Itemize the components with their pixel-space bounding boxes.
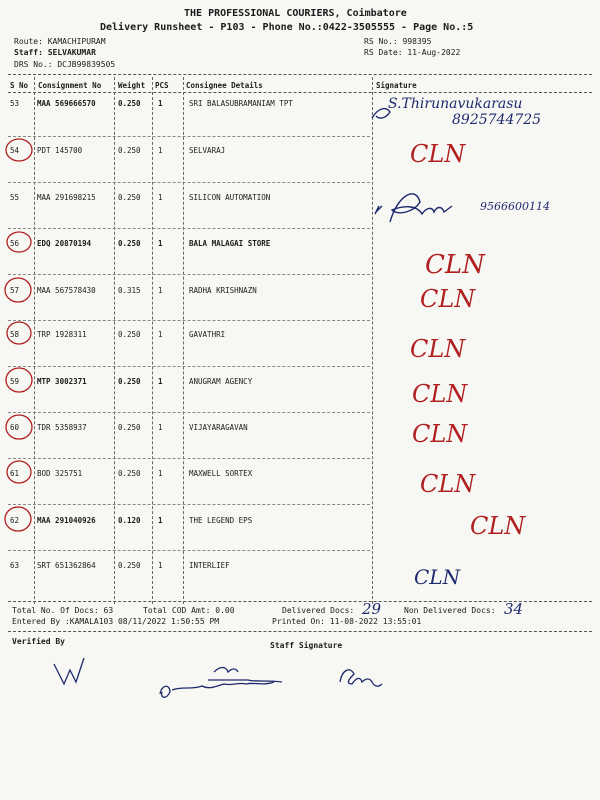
row-pcs: 1 <box>158 377 163 386</box>
row-sno: 55 <box>10 193 20 202</box>
verified-by-label: Verified By <box>12 637 65 646</box>
row-consignment: MAA 291698215 <box>37 193 96 202</box>
row-weight: 0.250 <box>118 99 141 108</box>
row-consignee: BALA MALAGAI STORE <box>189 239 271 248</box>
col-header-consignment: Consignment No <box>38 81 102 90</box>
row-sno: 57 <box>10 286 20 295</box>
circle-mark <box>7 232 31 252</box>
row-pcs: 1 <box>158 516 163 525</box>
row-consignment: MAA 569666570 <box>37 99 96 108</box>
row-sno: 62 <box>10 516 20 525</box>
row-consignee: SILICON AUTOMATION <box>189 193 271 202</box>
rs-no-label: RS No.: 998395 <box>364 37 432 46</box>
handwritten-cln: CLN <box>420 285 476 313</box>
row-consignment: MTP 3002371 <box>37 377 87 386</box>
row-weight: 0.315 <box>118 286 141 295</box>
row-sno: 61 <box>10 469 20 478</box>
handwritten-cln: CLN <box>410 335 466 363</box>
staff-signature <box>160 682 274 697</box>
row-consignment: PDT 145700 <box>37 146 83 155</box>
row-consignment: SRT 651362864 <box>37 561 96 570</box>
row-consignee: RADHA KRISHNAZN <box>189 286 257 295</box>
col-header-weight: Weight <box>118 81 146 90</box>
row-pcs: 1 <box>158 286 163 295</box>
row-consignment: TRP 1928311 <box>37 330 87 339</box>
row-weight: 0.250 <box>118 561 141 570</box>
circle-mark <box>6 368 32 392</box>
row-sno: 56 <box>10 239 20 248</box>
row-consignee: GAVATHRI <box>189 330 226 339</box>
row-consignee: SELVARAJ <box>189 146 226 155</box>
handwritten-cln: CLN <box>470 512 526 540</box>
circle-mark <box>5 507 31 531</box>
row-weight: 0.250 <box>118 469 141 478</box>
handwritten-cln: CLN <box>412 420 468 448</box>
handwritten-cln: CLN <box>420 470 476 498</box>
row-consignee: VIJAYARAGAVAN <box>189 423 248 432</box>
staff-label: Staff: SELVAKUMAR <box>14 48 96 57</box>
row-weight: 0.250 <box>118 146 141 155</box>
row-pcs: 1 <box>158 193 163 202</box>
row-pcs: 1 <box>158 146 163 155</box>
row-pcs: 1 <box>158 330 163 339</box>
row-consignment: EDQ 20870194 <box>37 239 92 248</box>
circle-mark <box>7 322 31 344</box>
col-header-consignee: Consignee Details <box>186 81 263 90</box>
circle-mark <box>6 139 32 161</box>
delivered-docs-label: Delivered Docs: <box>282 606 355 615</box>
route-label: Route: KAMACHIPURAM <box>14 37 106 46</box>
row-weight: 0.250 <box>118 423 141 432</box>
signature-scribble <box>372 109 390 118</box>
drs-label: DRS No.: DCJB99839505 <box>14 60 116 69</box>
handwritten-phone: 9566600114 <box>480 200 550 213</box>
total-cod: Total COD Amt: 0.00 <box>143 606 235 615</box>
handwritten-cln: CLN <box>410 140 466 168</box>
row-pcs: 1 <box>158 99 163 108</box>
row-weight: 0.120 <box>118 516 141 525</box>
circle-mark <box>5 278 31 302</box>
row-pcs: 1 <box>158 561 163 570</box>
verified-signature <box>54 658 84 684</box>
row-consignment: TDR 5358937 <box>37 423 87 432</box>
row-pcs: 1 <box>158 423 163 432</box>
row-weight: 0.250 <box>118 330 141 339</box>
staff-signature <box>208 668 282 683</box>
row-consignment: MAA 567578430 <box>37 286 96 295</box>
circle-mark <box>6 415 32 439</box>
row-sno: 60 <box>10 423 20 432</box>
row-weight: 0.250 <box>118 377 141 386</box>
staff-signature <box>340 670 382 686</box>
row-consignee: INTERLIEF <box>189 561 230 570</box>
non-delivered-docs-value: 34 <box>504 600 524 618</box>
printed-on: Printed On: 11-08-2022 13:55:01 <box>272 617 422 626</box>
row-pcs: 1 <box>158 469 163 478</box>
row-pcs: 1 <box>158 239 163 248</box>
handwritten-cln: CLN <box>414 565 461 589</box>
row-sno: 58 <box>10 330 20 339</box>
rs-date-label: RS Date: 11-Aug-2022 <box>364 48 461 57</box>
total-docs: Total No. Of Docs: 63 <box>12 606 114 615</box>
non-delivered-docs-label: Non Delivered Docs: <box>404 606 496 615</box>
row-weight: 0.250 <box>118 193 141 202</box>
row-consignee: THE LEGEND EPS <box>189 516 253 525</box>
col-header-pcs: PCS <box>155 81 169 90</box>
row-sno: 54 <box>10 146 20 155</box>
staff-signature-label: Staff Signature <box>270 641 343 650</box>
company-title: THE PROFESSIONAL COURIERS, Coimbatore <box>184 8 407 19</box>
col-header-signature: Signature <box>376 81 417 90</box>
delivered-docs-value: 29 <box>362 600 382 618</box>
row-consignee: MAXWELL SORTEX <box>189 469 253 478</box>
row-consignment: MAA 291040926 <box>37 516 96 525</box>
row-sno: 59 <box>10 377 20 386</box>
row-consignee: ANUGRAM AGENCY <box>189 377 253 386</box>
runsheet-title: Delivery Runsheet - P103 - Phone No.:0422-3505555 - Page No.:5 <box>100 22 474 33</box>
entered-by: Entered By :KAMALA103 08/11/2022 1:50:55 PM <box>12 617 220 626</box>
row-consignment: BOD 325751 <box>37 469 83 478</box>
row-consignee: SRI BALASUBRAMANIAM TPT <box>189 99 293 108</box>
handwritten-phone: 8925744725 <box>452 112 542 128</box>
handwritten-cln: CLN <box>412 380 468 408</box>
row-sno: 63 <box>10 561 20 570</box>
row-weight: 0.250 <box>118 239 141 248</box>
circle-mark <box>7 461 31 483</box>
signature-scribble <box>375 194 452 222</box>
col-header-sno: S No <box>10 81 29 90</box>
handwritten-name: S.Thirunavukarasu <box>388 96 523 112</box>
handwritten-cln: CLN <box>425 250 485 280</box>
row-sno: 53 <box>10 99 20 108</box>
